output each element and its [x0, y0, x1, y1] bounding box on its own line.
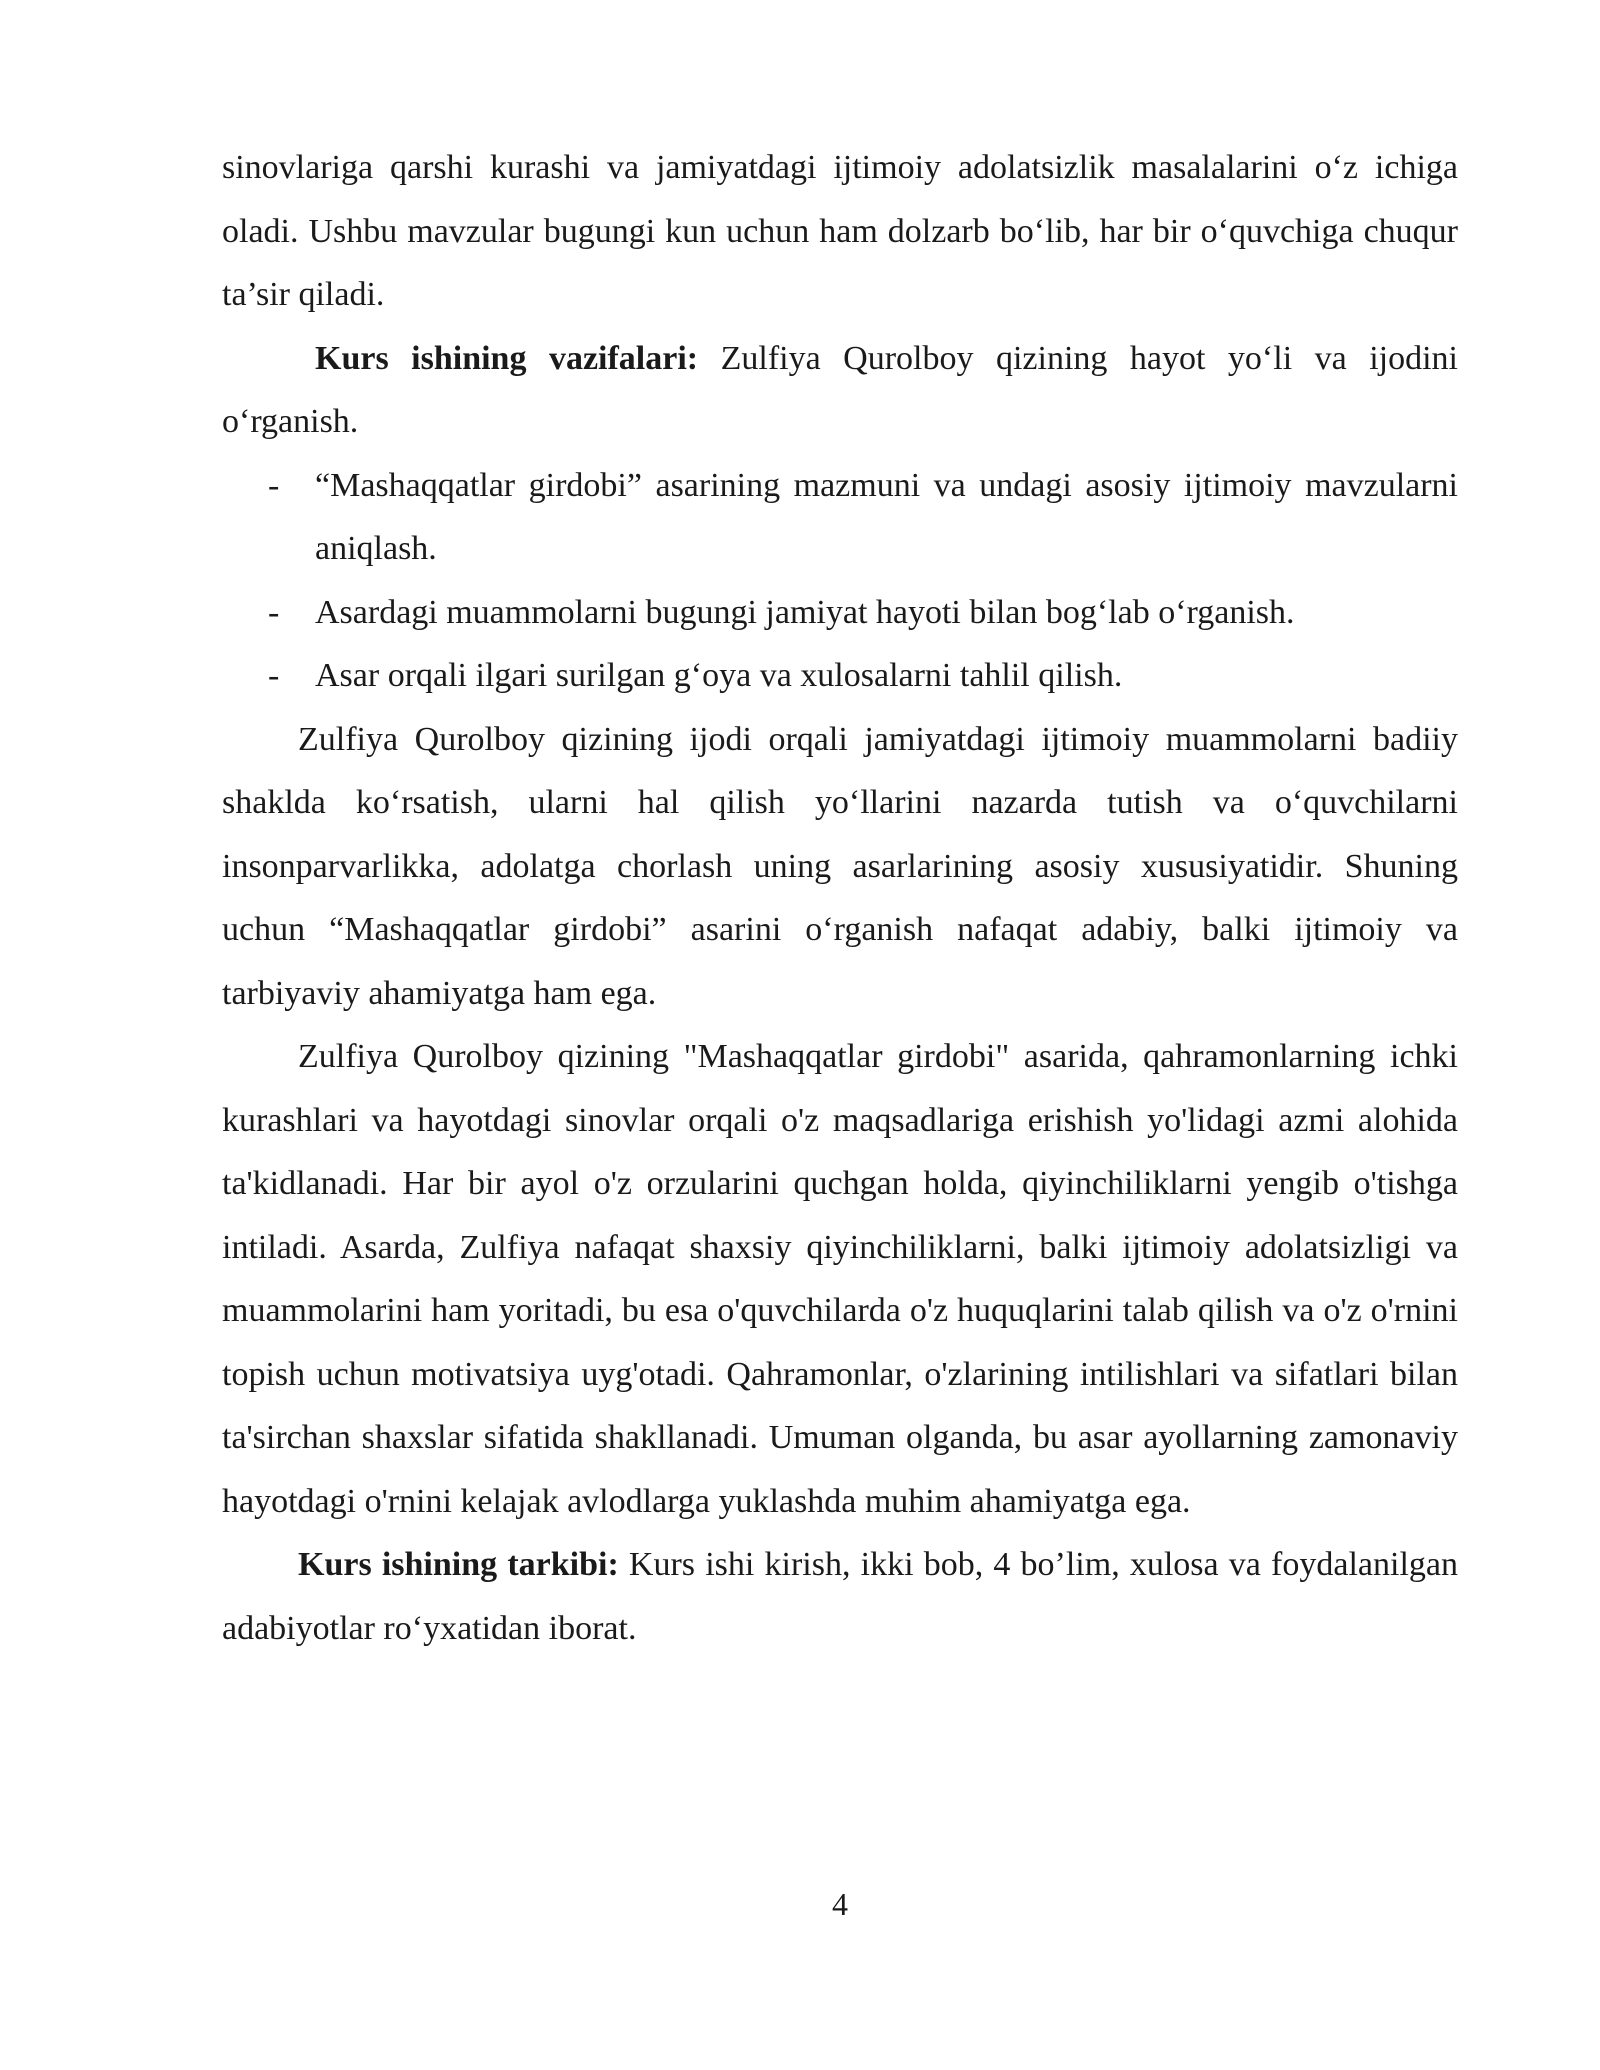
paragraph-analysis: Zulfiya Qurolboy qizining "Mashaqqatlar girdobi" asarida, qahramonlarning ichki kurashlari va hayotdagi sinovlar orqali o'z maqsadlariga erishish yo'lidagi azmi alohida ta'kidlanadi. Har bir ayol o'z orzularini quchgan holda, qiyinchiliklarni yengib o'tishga intiladi. Asarda, Zulfiya nafaqat shaxsiy qiyinchiliklarni, balki ijtimoiy adolatsizligi va muammolarini ham yoritadi, bu esa o'quvchilarda o'z huquqlarini talab qilish va o'z o'rnini topish uchun motivatsiya uyg'otadi. Qahramonlar, o'zlarining intilishlari va sifatlari bilan ta'sirchan shaxslar sifatida shakllanadi. Umuman olganda, bu asar ayollarning zamonaviy hayotdagi o'rnini kelajak avlodlarga yuklashda muhim ahamiyatga ega.	[222, 1038, 1458, 1520]
course-structure-text: Kurs ishi kirish, ikki bob, 4 bo’lim, xulosa va foydalanilgan adabiyotlar ro‘yxatidan iborat.	[222, 1546, 1458, 1647]
list-dash: -	[268, 657, 280, 694]
list-dash: -	[268, 466, 280, 504]
list-dash: -	[268, 593, 280, 631]
paragraph-creativity: Zulfiya Qurolboy qizining ijodi orqali jamiyatdagi ijtimoiy muammolarni badiiy shaklda ko‘rsatish, ularni hal qilish yo‘llarini nazarda tutish va o‘quvchilarni insonparvarlikka, adolatga chorlash uning asarlarining asosiy xususiyatidir. Shuning uchun “Mashaqqatlar girdobi” asarini o‘rganish nafaqat adabiy, balki ijtimoiy va tarbiyaviy ahamiyatga ham ega.	[222, 720, 1458, 1012]
list-item-text: “Mashaqqatlar girdobi” asarining mazmuni va undagi asosiy ijtimoiy mavzularni aniqlash.	[315, 466, 1458, 567]
list-item	[222, 581, 1458, 645]
paragraph-course-tasks	[222, 327, 1458, 454]
page-number: 4	[832, 1886, 848, 1922]
course-tasks-text: Zulfiya Qurolboy qizining hayot yo‘li va ijodini o‘rganish.	[222, 339, 1458, 440]
paragraph-intro-continuation: sinovlariga qarshi kurashi va jamiyatdagi ijtimoiy adolatsizlik masalalarini o‘z ichiga oladi. Ushbu mavzular bugungi kun uchun ham dolzarb bo‘lib, har bir o‘quvchiga chuqur ta’sir qiladi.	[222, 149, 1458, 313]
list-item-text: Asar orqali ilgari surilgan g‘oya va xulosalarni tahlil qilish.	[315, 657, 1123, 694]
paragraph-course-structure	[222, 1533, 1458, 1660]
list-item	[222, 454, 1458, 581]
list-item-text: Asardagi muammolarni bugungi jamiyat hayoti bilan bog‘lab o‘rganish.	[315, 593, 1295, 631]
list-item	[222, 644, 1458, 708]
course-tasks-heading: Kurs ishining vazifalari:	[315, 339, 699, 377]
course-structure-heading: Kurs ishining tarkibi:	[298, 1546, 619, 1583]
tasks-list	[222, 454, 1458, 708]
document-page	[222, 136, 1458, 1660]
